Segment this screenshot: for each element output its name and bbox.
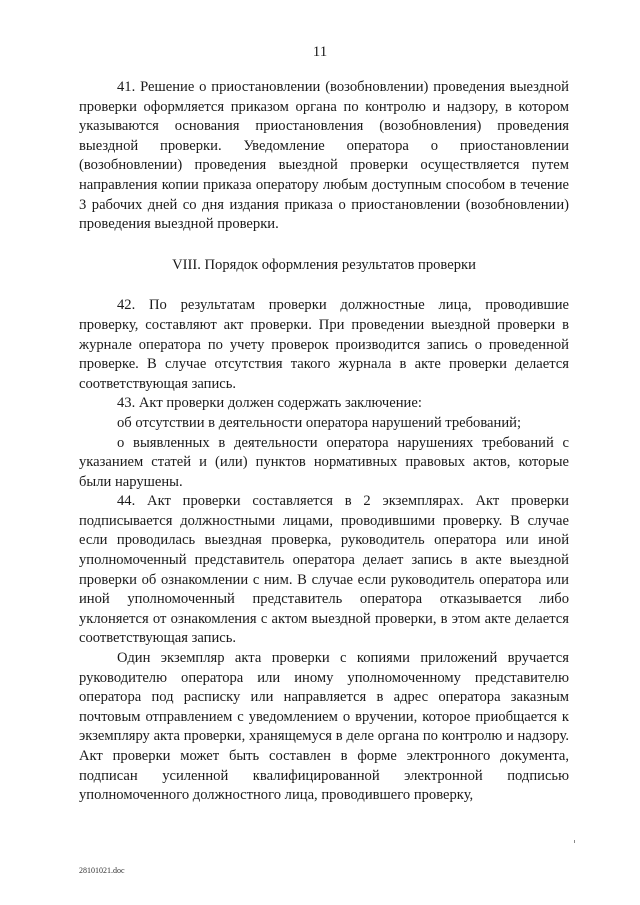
paragraph-44: 44. Акт проверки составляется в 2 экземплярах. Акт проверки подписывается должностными лицами, проводившими проверку. В случае если проводилась выездная проверка, руководитель оператора или иной уполномоченный представитель оператора делает запись в акте выездной проверки об ознакомлении с ним. В случае если руководитель оператора или иной уполномоченный представитель оператора отказывается либо уклоняется от ознакомления с актом выездной проверки, в этом акте делается соответствующая запись. (79, 493, 569, 647)
paragraph-43: 43. Акт проверки должен содержать заключение: (117, 395, 422, 412)
scan-mark (574, 840, 575, 843)
paragraph-44-continuation: Один экземпляр акта проверки с копиями приложений вручается руководителю оператора или иному уполномоченному представителю оператора под расписку или направляется в адрес оператора заказным почтовым отправлением с уведомлением о вручении, которое приобщается к экземпляру акта проверки, хранящемуся в деле органа по контролю и надзору. Акт проверки может быть составлен в форме электронного документа, подписан усиленной квалифицированной электронной подписью уполномоченного должностного лица, проводившего проверку, (79, 650, 569, 804)
section-heading-viii: VIII. Порядок оформления результатов проверки (172, 256, 476, 273)
paragraph-43-item-a: об отсутствии в деятельности оператора нарушений требований; (117, 414, 521, 431)
footer-filename: 28101021.doc (79, 866, 125, 875)
page-number: 11 (312, 44, 328, 60)
paragraph-42: 42. По результатам проверки должностные лица, проводившие проверку, составляют акт проверки. При проведении выездной проверки в журнале оператора по учету проверок производится запись о проведенной проверке. В случае отсутствия такого журнала в акте проверки делается соответствующая запись. (79, 297, 569, 392)
paragraph-41: 41. Решение о приостановлении (возобновлении) проведения выездной проверки оформляется приказом органа по контролю и надзору, в котором указываются основания приостановления (возобновления) проведения выездной проверки. Уведомление оператора о приостановлении (возобновлении) проведения выездной проверки осуществляется путем направления копии приказа оператору любым доступным способом в течение 3 рабочих дней со дня издания приказа о приостановлении (возобновлении) проведения выездной проверки. (79, 79, 569, 233)
document-body (79, 78, 569, 806)
paragraph-43-item-b: о выявленных в деятельности оператора нарушениях требований с указанием статей и (или) пунктов нормативных правовых актов, которые были нарушены. (79, 434, 569, 490)
